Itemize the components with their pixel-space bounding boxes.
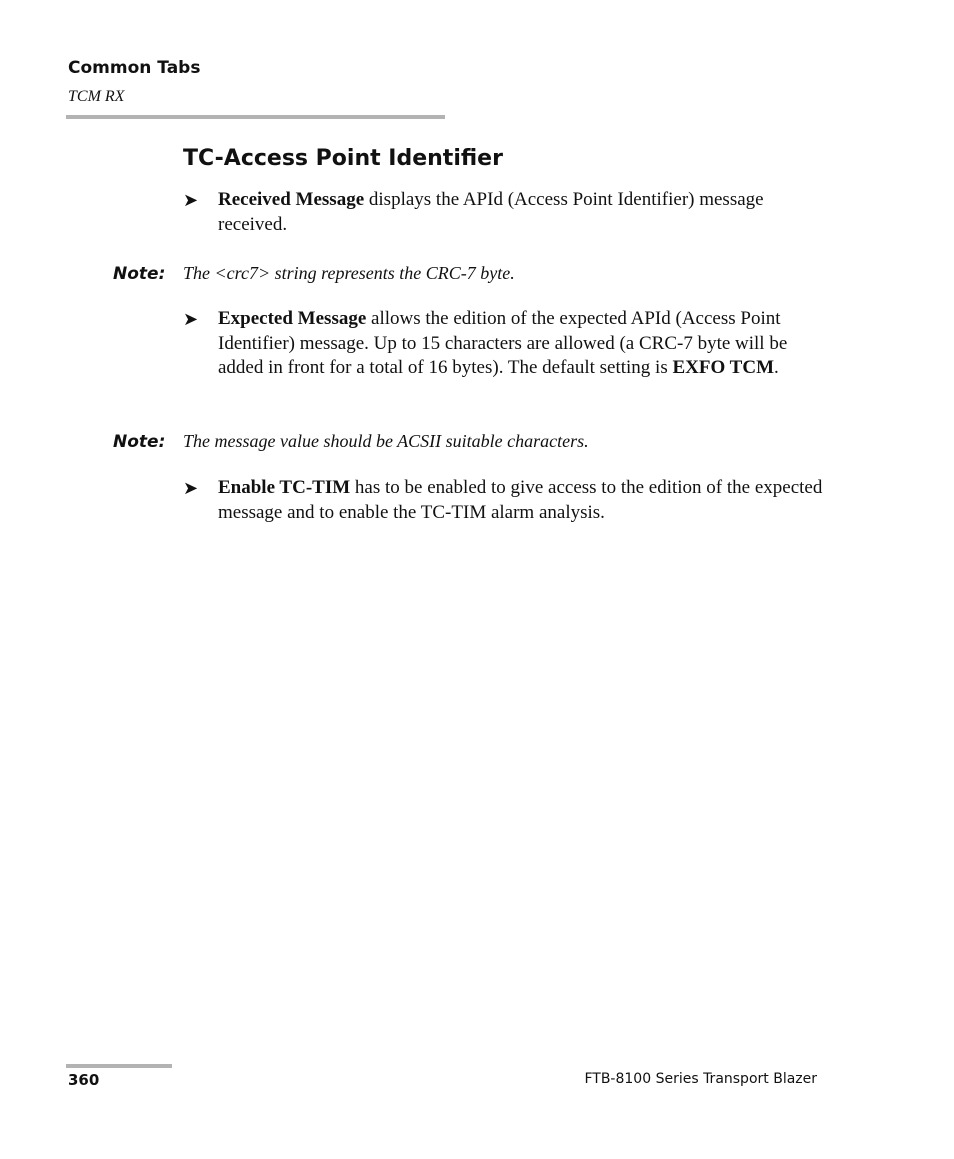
- footer-product-title: FTB-8100 Series Transport Blazer: [584, 1071, 817, 1087]
- running-header-section: Common Tabs: [68, 58, 201, 78]
- bullet-arrow-icon: ➤: [183, 478, 199, 499]
- note-text: The <crc7> string represents the CRC-7 byte.: [183, 263, 515, 283]
- bullet-text: [218, 188, 823, 237]
- running-header-subsection: TCM RX: [68, 88, 125, 105]
- bullet-item-expected-message: [183, 307, 823, 381]
- bullet-text: [218, 307, 823, 381]
- note-label: Note:: [113, 264, 166, 284]
- note-crc7: [113, 261, 833, 286]
- bullet-arrow-icon: ➤: [183, 190, 199, 211]
- bullet-item-enable-tc-tim: [183, 476, 823, 525]
- note-text: The message value should be ACSII suitable characters.: [183, 431, 589, 451]
- footer-rule: [66, 1064, 172, 1068]
- header-rule: [66, 115, 445, 119]
- bullet-term: Received Message: [218, 189, 365, 210]
- bullet-body: displays the APId (Access Point Identifier) message received.: [218, 189, 764, 235]
- section-heading: TC-Access Point Identifier: [183, 146, 503, 171]
- bullet-term: Enable TC-TIM: [218, 477, 351, 498]
- bullet-body: allows the edition of the expected APId (Access Point Identifier) message. Up to 15 characters are allowed (a CRC-7 byte will be added in front for a total of 16 bytes). The default setting is: [218, 308, 788, 378]
- note-label: Note:: [113, 432, 166, 452]
- bullet-body: has to be enabled to give access to the edition of the expected message and to enable the TC-TIM alarm analysis.: [218, 477, 823, 523]
- bullet-item-received-message: [183, 188, 823, 237]
- page-number: 360: [68, 1071, 100, 1089]
- bullet-term: Expected Message: [218, 308, 367, 329]
- bullet-default-value: EXFO TCM: [672, 357, 774, 378]
- bullet-body-end: .: [774, 357, 779, 378]
- bullet-arrow-icon: ➤: [183, 309, 199, 330]
- bullet-text: [218, 476, 823, 525]
- note-acsii: [113, 429, 833, 454]
